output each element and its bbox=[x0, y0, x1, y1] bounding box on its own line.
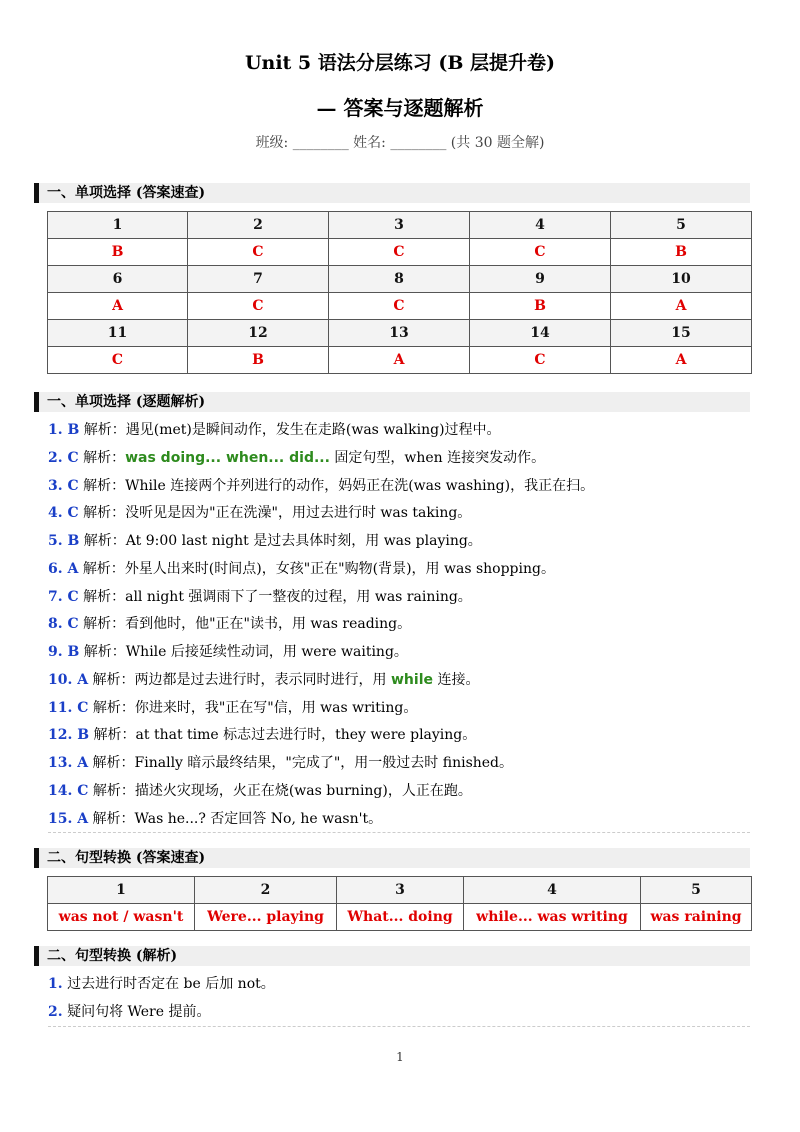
list-item bbox=[48, 584, 750, 612]
question-number-cell: 13 bbox=[329, 320, 470, 347]
explanation-text: Finally 暗示最终结果，"完成了"，用一般过去时 finished。 bbox=[134, 755, 514, 771]
page-number: 1 bbox=[396, 1050, 404, 1064]
document-title: Unit 5 语法分层练习 (B 层提升卷) bbox=[244, 52, 556, 74]
question-number-cell: 7 bbox=[188, 266, 329, 293]
question-number: 2. bbox=[48, 1003, 63, 1020]
list-item bbox=[48, 999, 750, 1027]
transform-answer-table bbox=[47, 876, 752, 931]
answer-cell: A bbox=[329, 347, 470, 374]
transform-explanation-list bbox=[48, 971, 750, 1027]
explanation-label: 解析： bbox=[92, 755, 135, 771]
answer-cell: What... doing bbox=[337, 904, 464, 931]
answer-cell: B bbox=[48, 239, 188, 266]
question-number-cell: 6 bbox=[48, 266, 188, 293]
list-item bbox=[48, 695, 750, 723]
answer-cell: A bbox=[48, 293, 188, 320]
explanation-text: 外星人出来时(时间点)，女孩"正在"购物(背景)，用 was shopping。 bbox=[124, 560, 555, 577]
section-header-transform-explanations: 二、句型转换 (解析) bbox=[34, 946, 750, 966]
answer-cell: B bbox=[470, 293, 611, 320]
list-item bbox=[48, 667, 750, 695]
table-row bbox=[48, 212, 752, 239]
mc-explanation-list bbox=[48, 417, 750, 833]
question-number-cell: 15 bbox=[611, 320, 752, 347]
question-number-cell: 8 bbox=[329, 266, 470, 293]
explanation-label: 解析： bbox=[92, 782, 135, 799]
highlighted-keyword: while bbox=[391, 671, 433, 688]
explanation-text: at that time 标志过去进行时，they were playing。 bbox=[135, 727, 477, 744]
answer-cell: C bbox=[188, 293, 329, 320]
section-header-mc-answers: 一、单项选择 (答案速查) bbox=[34, 183, 750, 203]
question-number: 10. A bbox=[48, 671, 89, 688]
explanation-text: 遇见(met)是瞬间动作，发生在走路(was walking)过程中。 bbox=[125, 422, 501, 438]
question-number-cell: 3 bbox=[329, 212, 470, 239]
explanation-text: 两边都是过去进行时，表示同时进行，用 bbox=[134, 671, 391, 688]
explanation-label: 解析： bbox=[83, 616, 126, 633]
answer-cell: Were... playing bbox=[195, 904, 337, 931]
answer-cell: C bbox=[188, 239, 329, 266]
question-number-cell: 9 bbox=[470, 266, 611, 293]
mc-answer-table bbox=[47, 211, 752, 374]
answer-cell: B bbox=[611, 239, 752, 266]
explanation-label: 解析： bbox=[83, 477, 126, 494]
answer-cell: while... was writing bbox=[464, 904, 641, 931]
question-number-cell: 12 bbox=[188, 320, 329, 347]
question-number-cell: 4 bbox=[470, 212, 611, 239]
explanation-label: 解析： bbox=[92, 810, 135, 827]
question-number-cell: 1 bbox=[48, 212, 188, 239]
explanation-label: 解析： bbox=[83, 422, 126, 438]
question-number: 1. B bbox=[48, 422, 80, 438]
question-number: 2. C bbox=[48, 449, 79, 466]
explanation-label: 解析： bbox=[83, 588, 126, 605]
question-number-cell: 10 bbox=[611, 266, 752, 293]
table-row bbox=[48, 239, 752, 266]
list-item bbox=[48, 556, 750, 584]
list-item bbox=[48, 639, 750, 667]
list-item bbox=[48, 473, 750, 501]
answer-cell: C bbox=[329, 293, 470, 320]
question-number-cell: 1 bbox=[48, 877, 195, 904]
answer-cell: C bbox=[48, 347, 188, 374]
list-item bbox=[48, 778, 750, 806]
question-number: 15. A bbox=[48, 810, 89, 827]
table-row bbox=[48, 293, 752, 320]
list-item bbox=[48, 611, 750, 639]
table-row bbox=[48, 347, 752, 374]
explanation-text: 你进来时，我"正在写"信，用 was writing。 bbox=[134, 699, 418, 716]
question-number: 5. B bbox=[48, 533, 80, 549]
explanation-text: all night 强调雨下了一整夜的过程，用 was raining。 bbox=[125, 588, 472, 605]
explanation-label: 解析： bbox=[82, 560, 125, 577]
question-number-cell: 5 bbox=[611, 212, 752, 239]
explanation-label: 解析： bbox=[92, 699, 135, 716]
highlighted-pattern: was doing... when... did... bbox=[125, 449, 330, 466]
question-number-cell: 11 bbox=[48, 320, 188, 347]
question-number: 1. bbox=[48, 976, 63, 992]
explanation-label: 解析： bbox=[93, 727, 136, 744]
explanation-label: 解析： bbox=[83, 644, 126, 660]
question-number: 4. C bbox=[48, 505, 79, 522]
list-item bbox=[48, 500, 750, 528]
answer-cell: A bbox=[611, 293, 752, 320]
section-header-mc-explanations: 一、单项选择 (逐题解析) bbox=[34, 392, 750, 412]
dashed-divider bbox=[48, 832, 750, 833]
explanation-text: 没听见是因为"正在洗澡"，用过去进行时 was taking。 bbox=[125, 505, 472, 522]
explanation-label: 解析： bbox=[83, 533, 126, 549]
explanation-text: While 连接两个并列进行的动作，妈妈正在洗(was washing)，我正在扫。 bbox=[125, 477, 595, 494]
question-number-cell: 3 bbox=[337, 877, 464, 904]
question-number-cell: 2 bbox=[188, 212, 329, 239]
answer-cell: was not / wasn't bbox=[48, 904, 195, 931]
answer-cell: C bbox=[470, 347, 611, 374]
question-number-cell: 14 bbox=[470, 320, 611, 347]
answer-cell: C bbox=[470, 239, 611, 266]
list-item bbox=[48, 971, 750, 999]
question-number: 12. B bbox=[48, 727, 90, 744]
list-item bbox=[48, 528, 750, 556]
answer-cell: was raining bbox=[641, 904, 752, 931]
question-number: 3. C bbox=[48, 477, 79, 494]
list-item bbox=[48, 722, 750, 750]
answer-cell: B bbox=[188, 347, 329, 374]
answer-cell: A bbox=[611, 347, 752, 374]
table-row bbox=[48, 266, 752, 293]
question-number: 14. C bbox=[48, 782, 89, 799]
explanation-label: 解析： bbox=[83, 449, 126, 466]
list-item bbox=[48, 750, 750, 778]
answer-cell: C bbox=[329, 239, 470, 266]
explanation-text: At 9:00 last night 是过去具体时刻，用 was playing。 bbox=[125, 533, 482, 549]
question-number: 6. A bbox=[48, 560, 79, 577]
question-number: 11. C bbox=[48, 699, 89, 716]
table-row bbox=[48, 904, 752, 931]
explanation-text: Was he...? 否定回答 No, he wasn't。 bbox=[134, 810, 383, 827]
question-number-cell: 5 bbox=[641, 877, 752, 904]
table-row bbox=[48, 877, 752, 904]
explanation-text: 描述火灾现场，火正在烧(was burning)，人正在跑。 bbox=[134, 782, 472, 799]
document-subtitle: — 答案与逐题解析 bbox=[316, 96, 484, 120]
explanation-label: 解析： bbox=[92, 671, 135, 688]
question-number-cell: 4 bbox=[464, 877, 641, 904]
question-number: 7. C bbox=[48, 588, 79, 605]
table-row bbox=[48, 320, 752, 347]
list-item bbox=[48, 445, 750, 473]
question-number: 13. A bbox=[48, 755, 89, 771]
explanation-text: 看到他时，他"正在"读书，用 was reading。 bbox=[125, 616, 412, 633]
class-name-line: 班级: ________ 姓名: ________ (共 30 题全解) bbox=[255, 135, 545, 151]
explanation-text: 疑问句将 Were 提前。 bbox=[67, 1003, 211, 1020]
explanation-text: While 后接延续性动词，用 were waiting。 bbox=[125, 644, 408, 660]
explanation-text: 过去进行时否定在 be 后加 not。 bbox=[67, 976, 275, 992]
question-number: 9. B bbox=[48, 644, 80, 660]
list-item bbox=[48, 417, 750, 445]
explanation-text: 固定句型，when 连接突发动作。 bbox=[329, 449, 546, 466]
section-header-transform-answers: 二、句型转换 (答案速查) bbox=[34, 848, 750, 868]
question-number: 8. C bbox=[48, 616, 79, 633]
list-item bbox=[48, 806, 750, 834]
question-number-cell: 2 bbox=[195, 877, 337, 904]
explanation-text-tail: 连接。 bbox=[433, 671, 480, 688]
explanation-label: 解析： bbox=[83, 505, 126, 522]
dashed-divider bbox=[48, 1026, 750, 1027]
